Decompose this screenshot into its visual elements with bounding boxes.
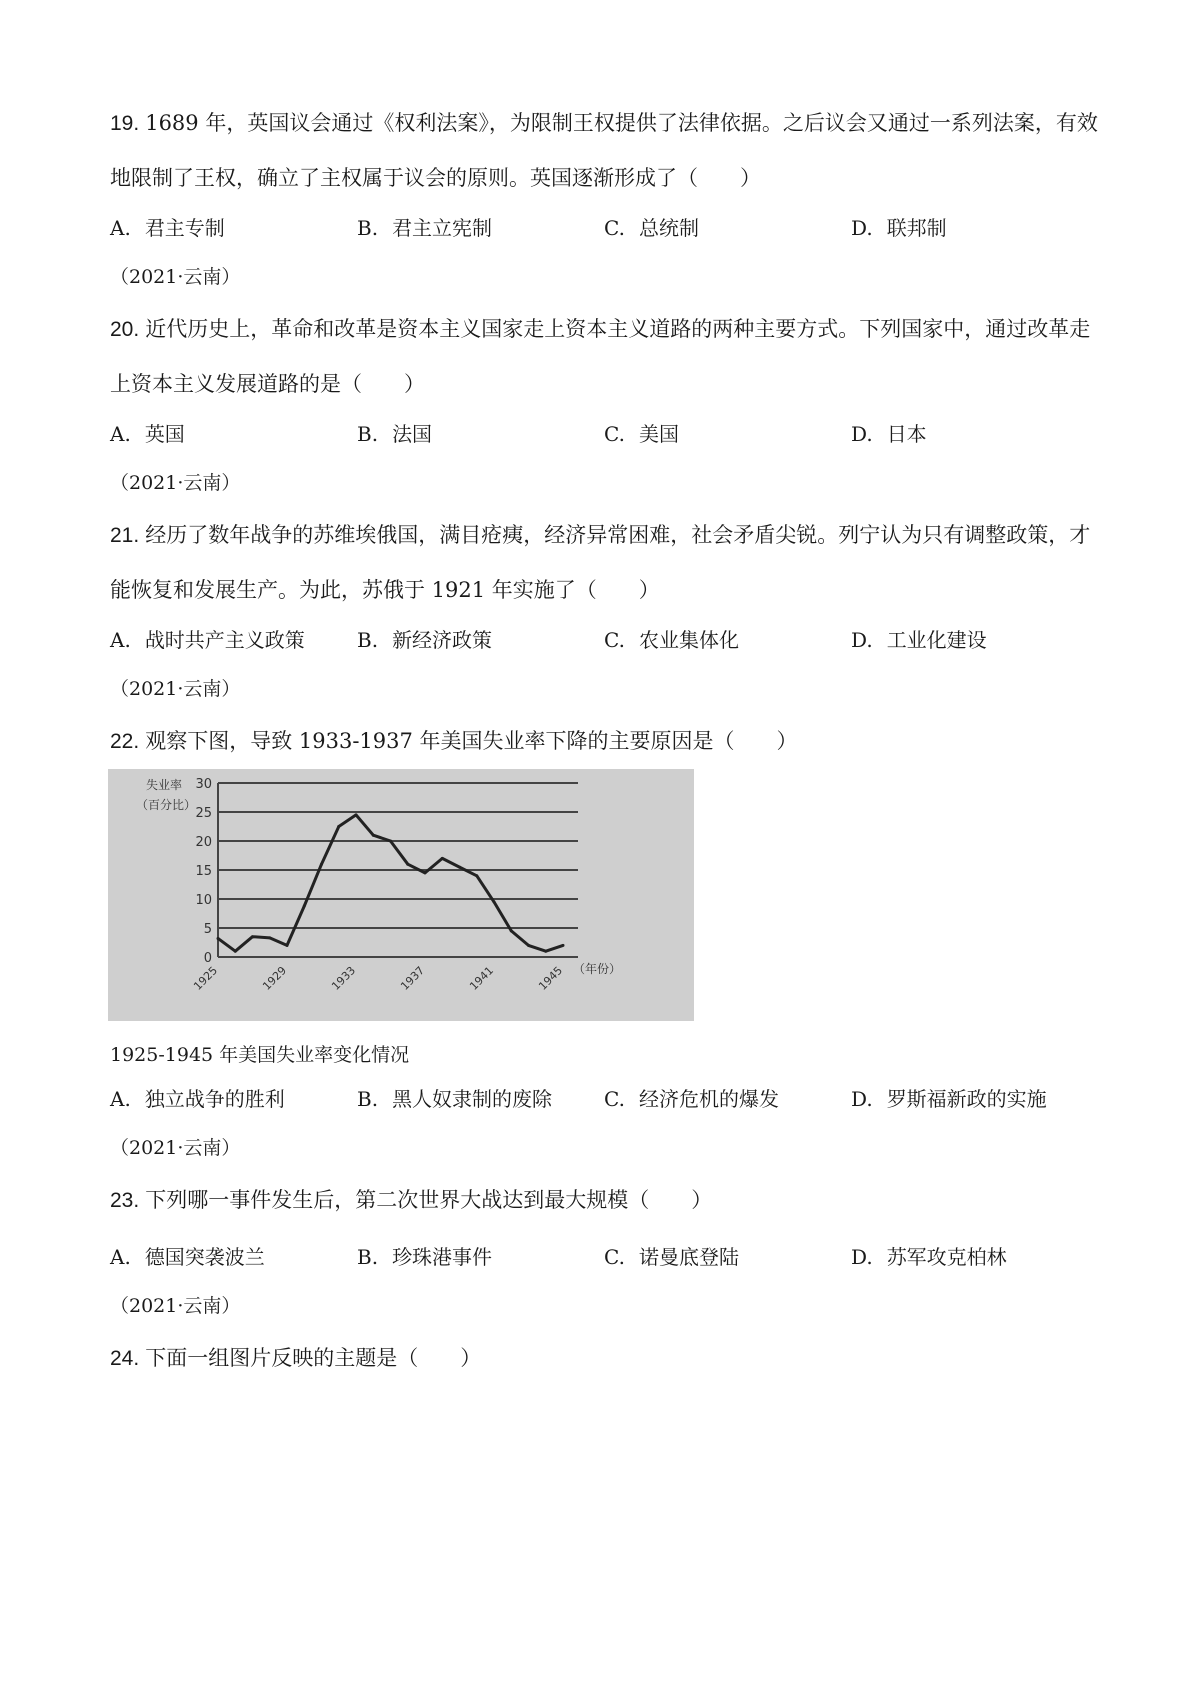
x-tick-label: 1925 <box>191 963 221 993</box>
option-c[interactable] <box>604 212 699 241</box>
question-number: 23. <box>110 1189 140 1212</box>
option-b[interactable] <box>357 1241 492 1270</box>
option-text: 珍珠港事件 <box>392 1245 493 1269</box>
option-d[interactable] <box>851 1083 1047 1112</box>
option-letter: D. <box>851 1087 873 1111</box>
data-point <box>303 904 306 907</box>
option-letter: B. <box>357 422 379 446</box>
option-letter: A. <box>110 628 131 652</box>
data-point <box>234 950 237 953</box>
question-text-line2: 上资本主义发展道路的是（ ） <box>110 372 425 396</box>
option-d[interactable] <box>851 624 987 653</box>
option-d[interactable] <box>851 212 947 241</box>
option-text: 联邦制 <box>886 216 947 240</box>
data-point <box>251 935 254 938</box>
x-tick-label: 1937 <box>398 963 428 993</box>
y-tick-label: 25 <box>195 806 212 821</box>
data-point <box>493 900 496 903</box>
data-point <box>389 840 392 843</box>
option-letter: A. <box>110 216 131 240</box>
option-text: 英国 <box>144 422 185 446</box>
question-number: 19. <box>110 112 140 135</box>
question-text-line1: 经历了数年战争的苏维埃俄国，满目疮痍，经济异常困难，社会矛盾尖锐。列宁认为只有调整政策，才 <box>145 523 1091 547</box>
question-text-line2: 地限制了王权，确立了主权属于议会的原则。英国逐渐形成了（ ） <box>110 166 761 190</box>
option-letter: A. <box>110 422 131 446</box>
option-a[interactable] <box>110 418 185 447</box>
data-point <box>475 874 478 877</box>
question-source: （2021·云南） <box>110 1137 241 1159</box>
option-c[interactable] <box>604 418 679 447</box>
option-text: 君主专制 <box>144 216 225 240</box>
question-text-line2: 能恢复和发展生产。为此，苏俄于 1921 年实施了（ ） <box>110 578 660 602</box>
data-point <box>286 944 289 947</box>
question-source: （2021·云南） <box>110 266 241 288</box>
question-19-stem <box>110 96 1100 205</box>
question-22-stem <box>110 714 1100 769</box>
question-number: 21. <box>110 524 140 547</box>
question-23-options <box>110 1241 1100 1281</box>
option-letter: B. <box>357 216 379 240</box>
x-tick-label: 1933 <box>329 963 359 993</box>
data-point <box>217 937 220 940</box>
option-letter: B. <box>357 1087 379 1111</box>
option-b[interactable] <box>357 418 432 447</box>
y-tick-label: 0 <box>203 951 212 966</box>
y-tick-label: 20 <box>195 835 212 850</box>
option-text: 法国 <box>392 422 433 446</box>
option-a[interactable] <box>110 1241 265 1270</box>
option-text: 罗斯福新政的实施 <box>886 1087 1047 1111</box>
option-text: 君主立宪制 <box>392 216 493 240</box>
x-tick-label: 1941 <box>467 963 497 993</box>
question-number: 24. <box>110 1347 140 1370</box>
option-letter: C. <box>604 1245 625 1269</box>
data-point <box>424 871 427 874</box>
data-point <box>372 834 375 837</box>
option-d[interactable] <box>851 1241 1007 1270</box>
question-source: （2021·云南） <box>110 678 241 700</box>
option-text: 总统制 <box>638 216 699 240</box>
data-point <box>320 863 323 866</box>
option-letter: D. <box>851 1245 873 1269</box>
question-22-options <box>110 1083 1100 1123</box>
option-text: 战时共产主义政策 <box>144 628 305 652</box>
option-text: 诺曼底登陆 <box>638 1245 739 1269</box>
question-text-line1: 1689 年，英国议会通过《权利法案》，为限制王权提供了法律依据。之后议会又通过一系列法案，有效 <box>145 111 1098 135</box>
question-20-options <box>110 418 1100 458</box>
data-point <box>458 866 461 869</box>
data-point <box>268 936 271 939</box>
option-text: 新经济政策 <box>392 628 493 652</box>
data-point <box>527 944 530 947</box>
option-letter: B. <box>357 628 379 652</box>
option-letter: C. <box>604 216 625 240</box>
y-tick-label: 15 <box>195 864 212 879</box>
option-a[interactable] <box>110 212 225 241</box>
question-source: （2021·云南） <box>110 1295 241 1317</box>
question-23-stem <box>110 1173 1100 1228</box>
option-text: 农业集体化 <box>638 628 739 652</box>
x-tick-label: 1929 <box>260 963 290 993</box>
x-tick-label: 1945 <box>536 963 566 993</box>
question-20-stem <box>110 302 1100 411</box>
question-24-stem <box>110 1331 1100 1386</box>
data-point <box>337 825 340 828</box>
option-letter: A. <box>110 1245 131 1269</box>
question-text-line1: 下面一组图片反映的主题是（ ） <box>145 1346 482 1370</box>
data-point <box>441 857 444 860</box>
option-text: 美国 <box>638 422 679 446</box>
option-b[interactable] <box>357 624 492 653</box>
option-letter: C. <box>604 1087 625 1111</box>
option-b[interactable] <box>357 1083 552 1112</box>
question-21-stem <box>110 508 1100 617</box>
option-text: 独立战争的胜利 <box>144 1087 285 1111</box>
y-tick-label: 5 <box>203 922 212 937</box>
y-axis-label-unit: （百分比） <box>136 798 197 812</box>
question-number: 20. <box>110 318 140 341</box>
option-letter: A. <box>110 1087 131 1111</box>
option-letter: C. <box>604 628 625 652</box>
y-axis-label: 失业率 <box>146 778 183 792</box>
unemployment-chart <box>108 769 694 1021</box>
question-text-line1: 下列哪一事件发生后，第二次世界大战达到最大规模（ ） <box>145 1188 713 1212</box>
x-axis-label: （年份） <box>573 962 622 976</box>
option-text: 黑人奴隶制的废除 <box>392 1087 553 1111</box>
data-point <box>510 929 513 932</box>
y-tick-label: 10 <box>195 893 212 908</box>
option-c[interactable] <box>604 624 739 653</box>
option-a[interactable] <box>110 1083 285 1112</box>
option-text: 德国突袭波兰 <box>144 1245 265 1269</box>
data-point <box>544 950 547 953</box>
data-point <box>562 944 565 947</box>
option-text: 工业化建设 <box>886 628 987 652</box>
question-source: （2021·云南） <box>110 472 241 494</box>
question-number: 22. <box>110 730 140 753</box>
question-19-options <box>110 212 1100 252</box>
option-a[interactable] <box>110 624 305 653</box>
option-letter: B. <box>357 1245 379 1269</box>
question-text-line1: 近代历史上，革命和改革是资本主义国家走上资本主义道路的两种主要方式。下列国家中，通过改革走 <box>145 317 1091 341</box>
option-text: 经济危机的爆发 <box>638 1087 779 1111</box>
chart-caption: 1925-1945 年美国失业率变化情况 <box>110 1044 410 1066</box>
option-c[interactable] <box>604 1241 739 1270</box>
question-21-options <box>110 624 1100 664</box>
question-text-line1: 观察下图，导致 1933-1937 年美国失业率下降的主要原因是（ ） <box>145 729 798 753</box>
option-letter: D. <box>851 422 873 446</box>
option-d[interactable] <box>851 418 927 447</box>
option-letter: D. <box>851 216 873 240</box>
option-letter: C. <box>604 422 625 446</box>
data-point <box>355 813 358 816</box>
option-text: 苏军攻克柏林 <box>886 1245 1007 1269</box>
option-b[interactable] <box>357 212 492 241</box>
option-text: 日本 <box>886 422 927 446</box>
option-c[interactable] <box>604 1083 779 1112</box>
y-tick-label: 30 <box>195 777 212 792</box>
data-point <box>406 863 409 866</box>
unemployment-line-chart <box>108 769 694 1021</box>
option-letter: D. <box>851 628 873 652</box>
